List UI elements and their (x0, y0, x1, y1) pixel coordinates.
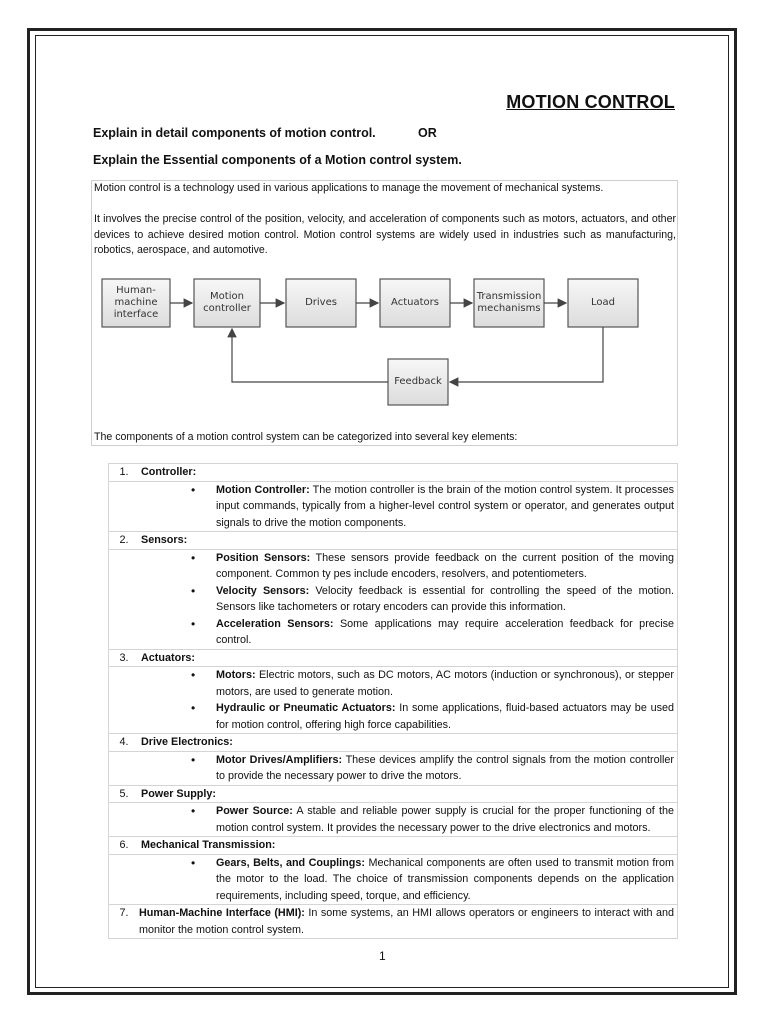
table-row (109, 481, 678, 532)
row-number: 4. (109, 734, 140, 752)
list-item: • Hydraulic or Pneumatic Actuators: In some applications, fluid-based actuators may be used for motion control, offering high force capabilities. (191, 701, 674, 731)
components-table (108, 463, 678, 939)
intro-paragraph-1: Motion control is a technology used in various applications to manage the movement of mechanical systems. (94, 182, 604, 194)
page-title: MOTION CONTROL (506, 92, 675, 112)
table-row (109, 532, 678, 550)
row-heading: Controller: (139, 464, 678, 482)
row-number: 6. (109, 837, 140, 855)
question-2: Explain the Essential components of a Motion control system. (93, 153, 462, 167)
table-row (109, 905, 678, 939)
list-item: • Motion Controller: The motion controller is the brain of the motion control system. It processes input commands, typically from a higher-level control system or operator, and generates output signals to drive the motion components. (191, 482, 674, 529)
list-item: • Motor Drives/Amplifiers: These devices amplify the control signals from the motion controller to provide the necessary power to drive the motors. (191, 752, 674, 782)
list-item: • Position Sensors: These sensors provide feedback on the current position of the moving component. Common ty pes include encoders, resolvers, and potentiometers. (191, 550, 674, 580)
list-item: • Acceleration Sensors: Some applications may require acceleration feedback for precise control. (191, 616, 674, 646)
row-number: 5. (109, 785, 140, 803)
drives-label: Drives (305, 297, 337, 308)
list-item: • Power Source: A stable and reliable power supply is crucial for the proper functioning of the motion control system. It provides the necessary power to the drive electronics and motors. (191, 804, 674, 834)
table-row (109, 751, 678, 785)
table-row (109, 667, 678, 734)
row-heading: Sensors: (139, 532, 678, 550)
question-1 (93, 126, 437, 140)
load-label: Load (591, 297, 615, 308)
list-item: • Velocity Sensors: Velocity feedback is essential for controlling the speed of the motion. Sensors like tachometers or rotary encoders can provide this information. (191, 583, 674, 613)
actuators-label: Actuators (391, 297, 439, 308)
row-number: 7. (109, 905, 140, 939)
list-item: • Motors: Electric motors, such as DC motors, AC motors (induction or synchronous), or stepper motors, are used to generate motion. (191, 668, 674, 698)
row-heading: Power Supply: (139, 785, 678, 803)
table-row (109, 464, 678, 482)
table-row (109, 803, 678, 837)
or-label: OR (418, 126, 437, 140)
intro-box (91, 180, 678, 446)
row-heading: Human-Machine Interface (HMI): In some systems, an HMI allows operators or engineers to interact with and monitor the motion control system. (139, 905, 678, 939)
intro-paragraph-3: The components of a motion control system can be categorized into several key elements: (94, 431, 518, 443)
table-row (109, 734, 678, 752)
block-diagram-graphic (98, 275, 668, 415)
list-item: • Gears, Belts, and Couplings: Mechanical components are often used to transmit motion from the motor to the load. The choice of transmission components depends on the application requirements, including speed, torque, and efficiency. (191, 855, 675, 902)
row-number: 2. (109, 532, 140, 550)
row-heading: Drive Electronics: (139, 734, 678, 752)
table-row (109, 854, 678, 905)
feedback-label: Feedback (394, 376, 442, 387)
transmission-label: Transmission mechanisms (476, 291, 542, 314)
question-1-text: Explain in detail components of motion control. (93, 126, 376, 140)
page-number: 1 (379, 949, 386, 963)
table-row (109, 837, 678, 855)
row-number: 3. (109, 649, 140, 667)
block-diagram (98, 275, 668, 415)
row-heading: Actuators: (139, 649, 678, 667)
intro-paragraph-2: It involves the precise control of the position, velocity, and acceleration of components such as motors, actuators, and other devices to achieve desired motion control. Motion control systems are widely used in industries such as manufacturing, robotics, aerospace, and automotive. (94, 213, 676, 256)
table-row (109, 549, 678, 649)
row-number: 1. (109, 464, 140, 482)
table-row (109, 785, 678, 803)
hmi-label: Human- machine interface (113, 285, 159, 320)
controller-label: Motion controller (203, 291, 251, 314)
table-row (109, 649, 678, 667)
row-heading: Mechanical Transmission: (139, 837, 678, 855)
